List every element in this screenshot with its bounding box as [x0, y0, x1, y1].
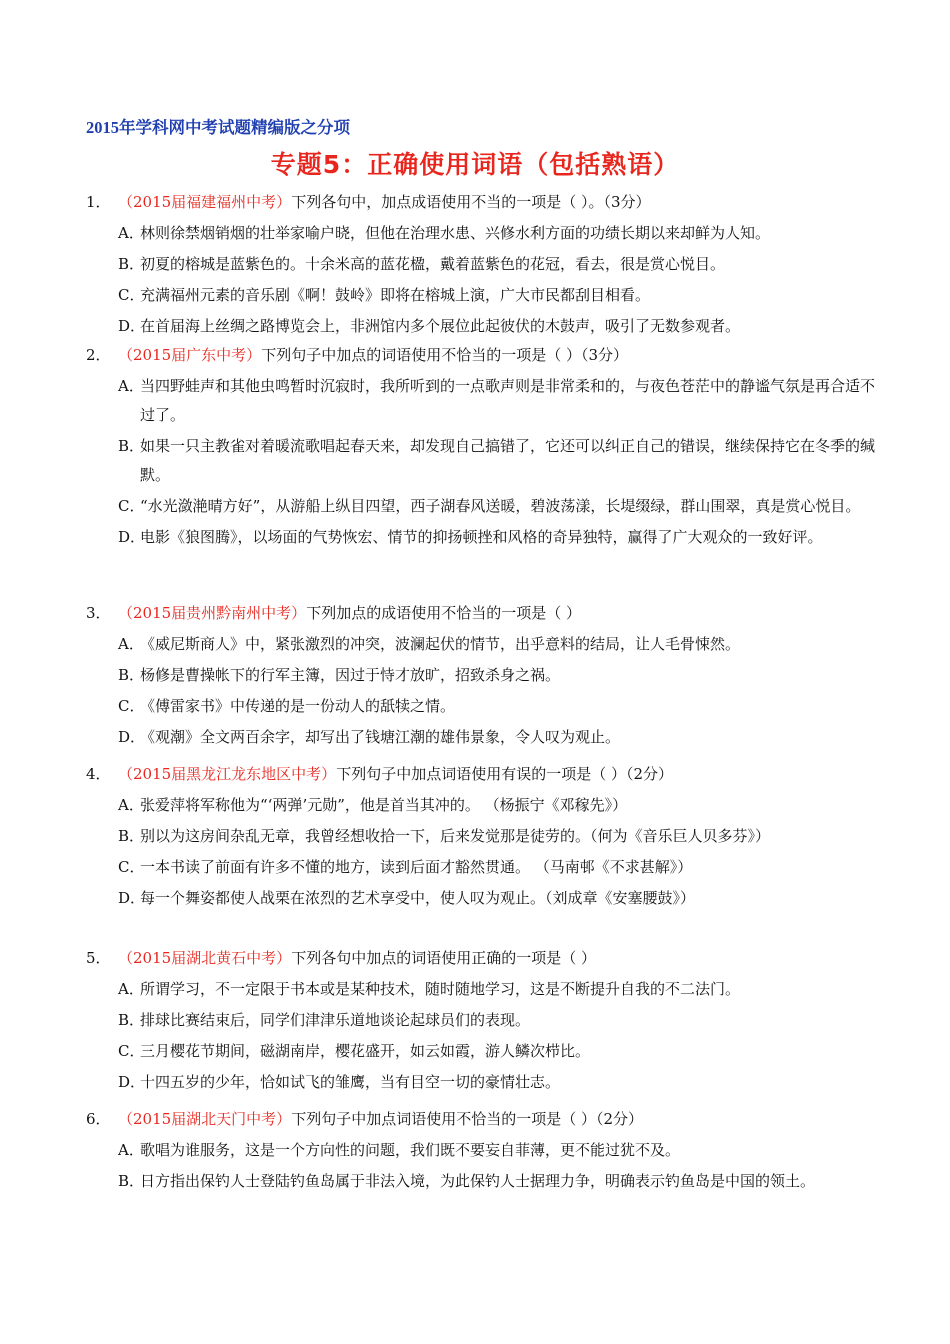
document-header: 2015年学科网中考试题精编版之分项	[86, 118, 350, 137]
question-text: 下列句子中加点词语使用不恰当的一项是（ ）（2分）	[291, 1110, 644, 1128]
option-text: 每一个舞姿都使人战栗在浓烈的艺术享受中，使人叹为观止。（刘成章《安塞腰鼓》）	[140, 889, 696, 907]
option-text: 杨修是曹操帐下的行军主簿，因过于恃才放旷，招致杀身之祸。	[140, 666, 561, 684]
option-d	[118, 723, 876, 752]
question-number: 6．	[86, 1110, 111, 1128]
option-text: 电影《狼图腾》，以场面的气势恢宏、情节的抑扬顿挫和风格的奇异独特，赢得了广大观众的一致好评。	[140, 528, 823, 546]
option-b	[118, 661, 876, 690]
option-c	[118, 281, 876, 310]
option-letter: D．	[118, 889, 146, 907]
option-text: “水光潋滟晴方好”，从游船上纵目四望，西子湖春风送暖，碧波荡漾，长堤缀绿，群山围翠，真是赏心悦目。	[140, 497, 861, 515]
option-letter: B．	[118, 1172, 145, 1190]
option-text: 《傅雷家书》中传递的是一份动人的舐犊之情。	[140, 697, 456, 715]
question-5	[86, 943, 876, 1099]
option-c	[118, 853, 876, 882]
option-b	[118, 1006, 876, 1035]
question-stem	[86, 1104, 876, 1134]
question-number: 5．	[86, 949, 111, 967]
option-letter: A．	[118, 635, 144, 653]
question-stem	[86, 340, 876, 370]
option-d	[118, 1068, 876, 1097]
question-stem	[86, 598, 876, 628]
question-source: （2015届湖北黄石中考）	[118, 949, 292, 967]
option-text: 别以为这房间杂乱无章，我曾经想收拾一下，后来发觉那是徒劳的。（何为《音乐巨人贝多芬》）	[140, 827, 771, 845]
option-text: 张爱萍将军称他为“‘两弹’元勋”，他是首当其冲的。 （杨振宁《邓稼先》）	[140, 796, 628, 814]
option-list	[118, 1136, 876, 1196]
option-letter: B．	[118, 437, 145, 455]
option-text: 排球比赛结束后，同学们津津乐道地谈论起球员们的表现。	[140, 1011, 531, 1029]
question-number: 4．	[86, 765, 111, 783]
option-list	[118, 219, 876, 341]
question-4	[86, 759, 876, 915]
option-b	[118, 432, 876, 490]
option-text: 初夏的榕城是蓝紫色的。十余米高的蓝花楹，戴着蓝紫色的花冠，看去，很是赏心悦目。	[140, 255, 726, 273]
question-source: （2015届湖北天门中考）	[118, 1110, 292, 1128]
option-a	[118, 1136, 876, 1165]
option-letter: B．	[118, 666, 145, 684]
option-letter: D．	[118, 317, 146, 335]
option-a	[118, 219, 876, 248]
option-letter: D．	[118, 728, 146, 746]
option-letter: D．	[118, 528, 146, 546]
question-2	[86, 340, 876, 554]
question-text: 下列各句中加点的词语使用正确的一项是（ ）	[291, 949, 596, 967]
option-text: 《观潮》全文两百余字，却写出了钱塘江潮的雄伟景象，令人叹为观止。	[140, 728, 621, 746]
question-source: （2015届福建福州中考）	[118, 193, 292, 211]
option-a	[118, 791, 876, 820]
question-stem	[86, 187, 876, 217]
option-d	[118, 884, 876, 913]
option-text: 歌唱为谁服务，这是一个方向性的问题，我们既不要妄自菲薄，更不能过犹不及。	[140, 1141, 681, 1159]
question-text: 下列各句中，加点成语使用不当的一项是（ ）。（3分）	[291, 193, 651, 211]
question-source: （2015届广东中考）	[118, 346, 262, 364]
option-letter: A．	[118, 980, 144, 998]
option-letter: A．	[118, 796, 144, 814]
question-number: 3．	[86, 604, 111, 622]
option-letter: B．	[118, 255, 145, 273]
option-list	[118, 630, 876, 752]
question-source: （2015届黑龙江龙东地区中考）	[118, 765, 337, 783]
option-text: 所谓学习，不一定限于书本或是某种技术，随时随地学习，这是不断提升自我的不二法门。	[140, 980, 741, 998]
option-letter: B．	[118, 827, 145, 845]
option-a	[118, 630, 876, 659]
option-letter: A．	[118, 224, 144, 242]
option-b	[118, 822, 876, 851]
question-number: 1．	[86, 193, 111, 211]
question-number: 2．	[86, 346, 111, 364]
option-letter: C．	[118, 497, 145, 515]
option-text: 三月樱花节期间，磁湖南岸，樱花盛开，如云如霞，游人鳞次栉比。	[140, 1042, 591, 1060]
option-a	[118, 975, 876, 1004]
page-title: 专题5：正确使用词语（包括熟语）	[270, 150, 680, 179]
option-list	[118, 372, 876, 552]
option-text: 《威尼斯商人》中，紧张激烈的冲突，波澜起伏的情节，出乎意料的结局，让人毛骨悚然。	[140, 635, 741, 653]
option-b	[118, 250, 876, 279]
option-text: 在首届海上丝绸之路博览会上，非洲馆内多个展位此起彼伏的木鼓声，吸引了无数参观者。	[140, 317, 741, 335]
option-text: 林则徐禁烟销烟的壮举家喻户晓，但他在治理水患、兴修水利方面的功绩长期以来却鲜为人知。	[140, 224, 771, 242]
option-letter: C．	[118, 697, 145, 715]
option-text: 日方指出保钓人士登陆钓鱼岛属于非法入境，为此保钓人士据理力争，明确表示钓鱼岛是中国的领土。	[140, 1172, 816, 1190]
question-text: 下列加点的成语使用不恰当的一项是（ ）	[306, 604, 581, 622]
option-b	[118, 1167, 876, 1196]
option-list	[118, 975, 876, 1097]
question-1	[86, 187, 876, 343]
question-stem	[86, 759, 876, 789]
option-text: 如果一只主教雀对着暖流歌唱起春天来，却发现自己搞错了，它还可以纠正自己的错误，继续保持它在冬季的缄默。	[140, 437, 876, 484]
option-d	[118, 523, 876, 552]
question-stem	[86, 943, 876, 973]
option-letter: A．	[118, 1141, 144, 1159]
question-text: 下列句子中加点词语使用有误的一项是（ ）（2分）	[336, 765, 674, 783]
question-3	[86, 598, 876, 754]
option-text: 一本书读了前面有许多不懂的地方，读到后面才豁然贯通。 （马南邨《不求甚解》）	[140, 858, 693, 876]
option-letter: D．	[118, 1073, 146, 1091]
option-text: 十四五岁的少年，恰如试飞的雏鹰，当有目空一切的豪情壮志。	[140, 1073, 561, 1091]
option-d	[118, 312, 876, 341]
option-c	[118, 492, 876, 521]
option-c	[118, 1037, 876, 1066]
option-letter: C．	[118, 1042, 145, 1060]
option-a	[118, 372, 876, 430]
option-letter: C．	[118, 858, 145, 876]
question-6	[86, 1104, 876, 1198]
option-text: 当四野蛙声和其他虫鸣暂时沉寂时，我所听到的一点歌声则是非常柔和的，与夜色苍茫中的静谧气氛是再合适不过了。	[140, 377, 876, 424]
option-text: 充满福州元素的音乐剧《啊！鼓岭》即将在榕城上演，广大市民都刮目相看。	[140, 286, 651, 304]
option-letter: A．	[118, 377, 144, 395]
option-letter: C．	[118, 286, 145, 304]
question-source: （2015届贵州黔南州中考）	[118, 604, 307, 622]
option-c	[118, 692, 876, 721]
option-letter: B．	[118, 1011, 145, 1029]
question-text: 下列句子中加点的词语使用不恰当的一项是（ ）（3分）	[261, 346, 629, 364]
option-list	[118, 791, 876, 913]
